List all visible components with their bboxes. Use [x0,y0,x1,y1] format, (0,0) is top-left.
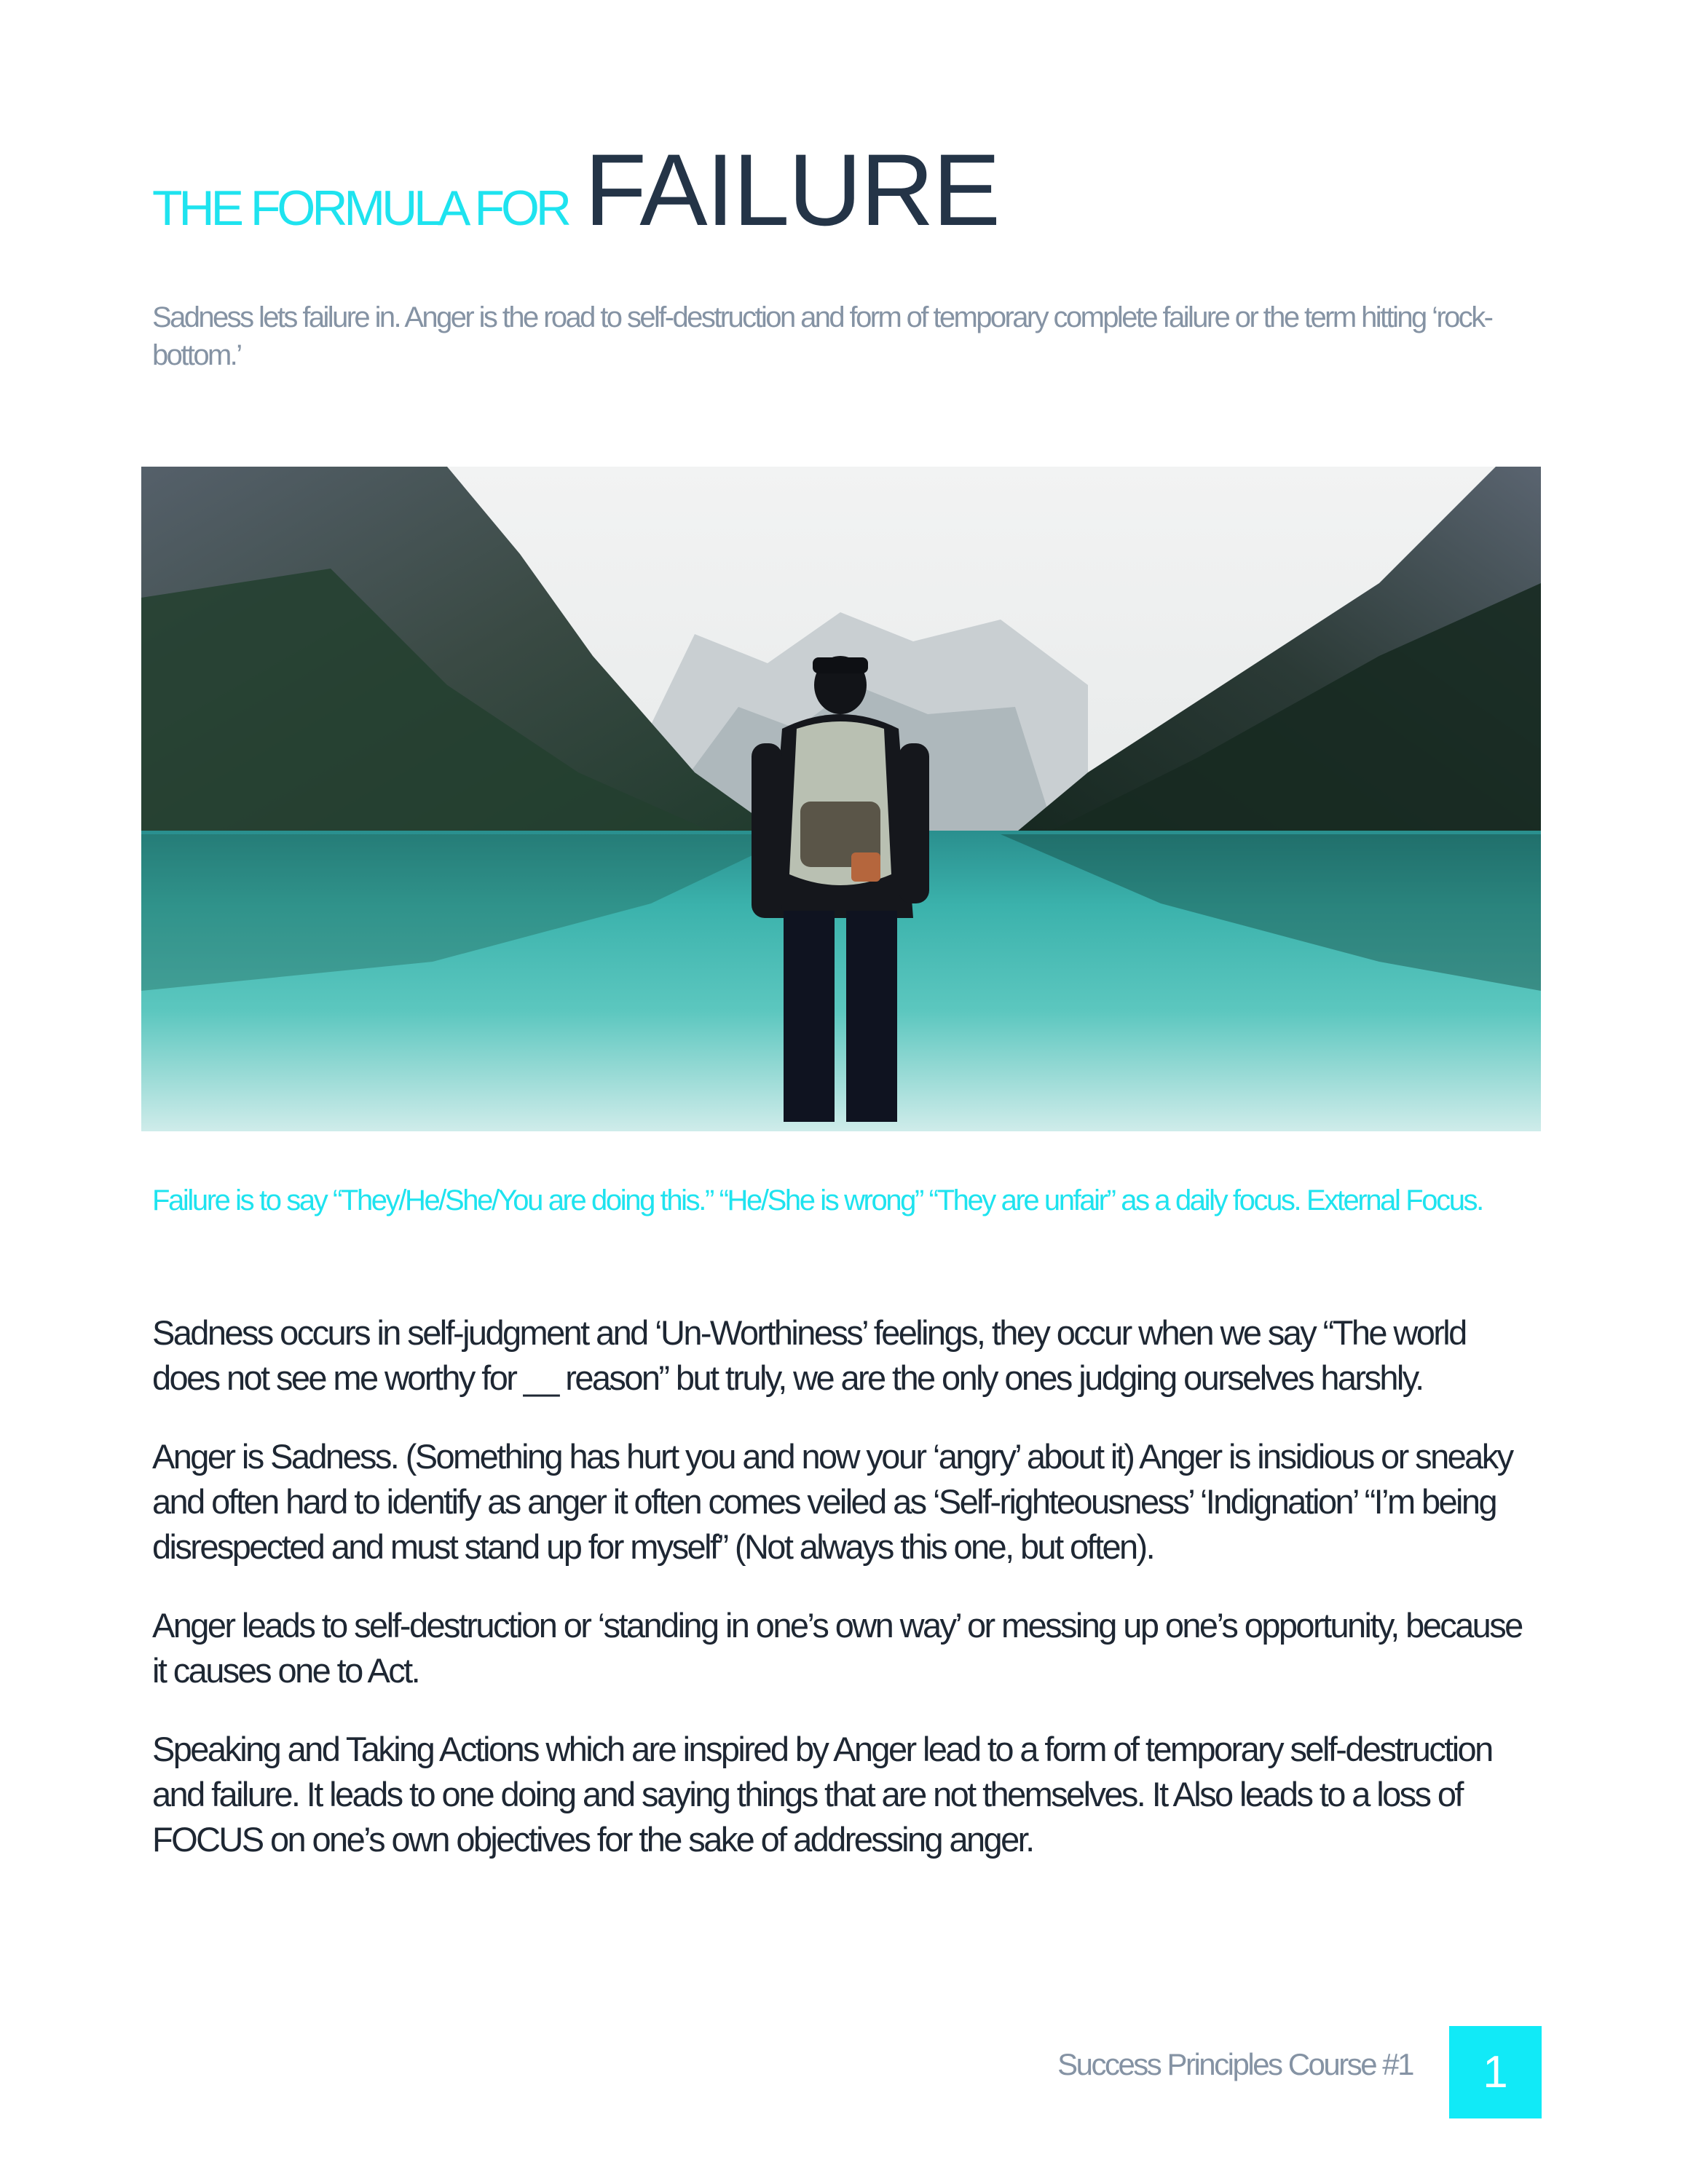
intro-text: Sadness lets failure in. Anger is the road to self-destruction and form of temporary complete failure or the term hitting ‘rock-bottom.’ [152,301,1492,371]
external-focus-quote: Failure is to say “They/He/She/You are doing this.” “He/She is wrong” “They are unfair” as a daily focus. External Focus. [152,1184,1483,1216]
page-number-badge: 1 [1449,2026,1542,2118]
paragraph-sadness: Sadness occurs in self-judgment and ‘Un-Worthiness’ feelings, they occur when we say “The world does not see me worthy for __ reason” but truly, we are the only ones judging ourselves harshly. [152,1313,1466,1397]
title-prefix: THE FORMULA FOR [152,181,569,236]
mountain-lake-photo [141,467,1541,1131]
paragraph-actions: Speaking and Taking Actions which are inspired by Anger lead to a form of temporary self-destruction and failure. It leads to one doing and saying things that are not themselves. It Also leads to a loss of FOCUS on one’s own objectives for the sake of addressing anger. [152,1730,1492,1859]
paragraph-anger: Anger is Sadness. (Something has hurt you and now your ‘angry’ about it) Anger is insidious or sneaky and often hard to identify as anger it often comes veiled as ‘Self-righteousness’ ‘Indignation’ “I’m being disrespected and must stand up for myself” (Not always this one, but often). [152,1437,1513,1566]
body-text [152,1310,1536,1896]
page-title [152,131,999,249]
course-label: Success Principles Course #1 [1057,2047,1413,2081]
paragraph-self-destruction: Anger leads to self-destruction or ‘standing in one’s own way’ or messing up one’s opportunity, because it causes one to Act. [152,1606,1522,1690]
title-main: FAILURE [584,132,1000,247]
